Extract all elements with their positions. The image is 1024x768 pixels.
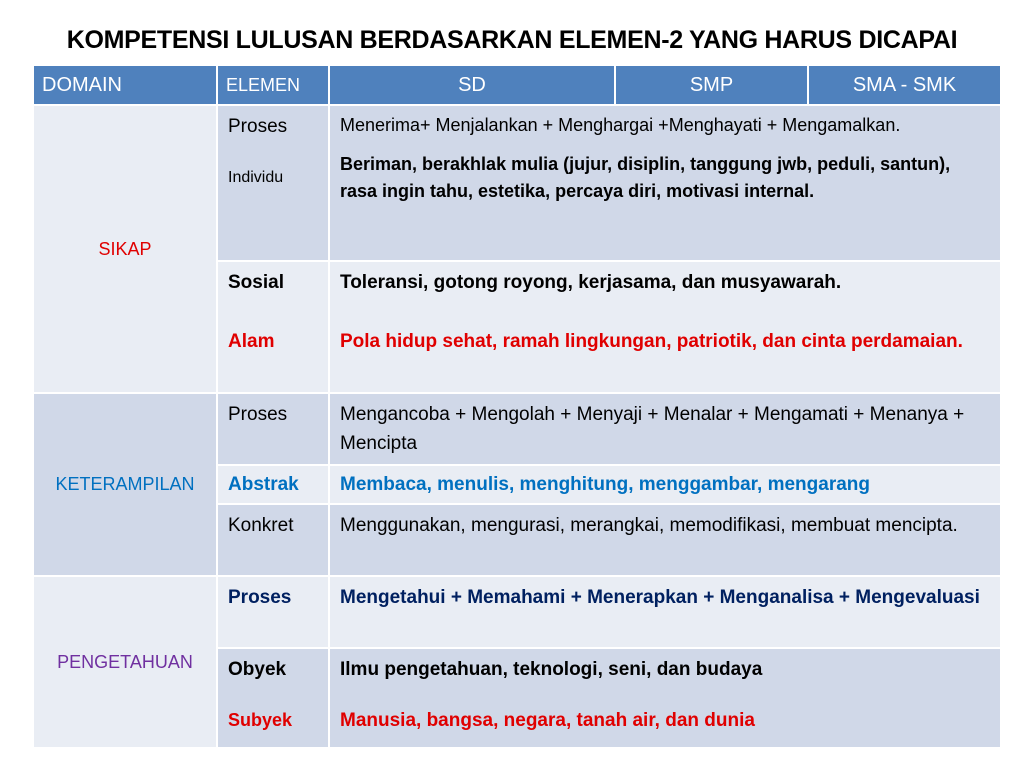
elemen-label: Subyek — [228, 710, 293, 730]
content-text: Ilmu pengetahuan, teknologi, seni, dan budaya — [340, 659, 763, 680]
header-sd: SD — [329, 65, 615, 105]
header-sma-smk: SMA - SMK — [808, 65, 1001, 105]
content-cell — [329, 105, 1001, 261]
page-title: KOMPETENSI LULUSAN BERDASARKAN ELEMEN-2 YANG HARUS DICAPAI — [66, 26, 958, 54]
elemen-label: Individu — [228, 169, 284, 186]
header-smp: SMP — [615, 65, 808, 105]
elemen-cell — [217, 261, 329, 393]
elemen-label: Proses — [228, 116, 288, 137]
elemen-label: Alam — [228, 331, 275, 352]
elemen-cell — [217, 648, 329, 748]
competency-table — [32, 64, 1002, 749]
elemen-label: Proses — [217, 576, 329, 648]
content-text: Toleransi, gotong royong, kerjasama, dan musyawarah. — [340, 272, 842, 293]
table-row — [33, 105, 1001, 261]
content-text: Manusia, bangsa, negara, tanah air, dan dunia — [340, 710, 755, 731]
content-cell — [329, 261, 1001, 393]
elemen-label: Obyek — [228, 659, 287, 680]
domain-keterampilan: KETERAMPILAN — [33, 393, 217, 576]
content-text: Beriman, berakhlak mulia (jujur, disiplin, tanggung jwb, peduli, santun), rasa ingin tahu, estetika, percaya diri, motivasi internal. — [340, 154, 951, 201]
elemen-cell — [217, 105, 329, 261]
domain-sikap: SIKAP — [33, 105, 217, 393]
table-row — [33, 393, 1001, 465]
table-row — [33, 576, 1001, 648]
elemen-label: Abstrak — [217, 465, 329, 504]
content-text: Menerima+ Menjalankan + Menghargai +Menghayati + Mengamalkan. — [340, 115, 901, 135]
content-text: Mengancoba + Mengolah + Menyaji + Menalar + Mengamati + Menanya + Mencipta — [329, 393, 1001, 465]
header-elemen: ELEMEN — [217, 65, 329, 105]
table-header-row — [33, 65, 1001, 105]
domain-pengetahuan: PENGETAHUAN — [33, 576, 217, 748]
header-domain: DOMAIN — [33, 65, 217, 105]
elemen-label: Sosial — [228, 272, 284, 293]
content-text: Membaca, menulis, menghitung, menggambar, mengarang — [329, 465, 1001, 504]
content-text: Mengetahui + Memahami + Menerapkan + Menganalisa + Mengevaluasi — [329, 576, 1001, 648]
content-text: Pola hidup sehat, ramah lingkungan, patriotik, dan cinta perdamaian. — [340, 331, 963, 352]
elemen-label: Proses — [217, 393, 329, 465]
content-cell — [329, 648, 1001, 748]
content-text: Menggunakan, mengurasi, merangkai, memodifikasi, membuat mencipta. — [329, 504, 1001, 576]
elemen-label: Konkret — [217, 504, 329, 576]
